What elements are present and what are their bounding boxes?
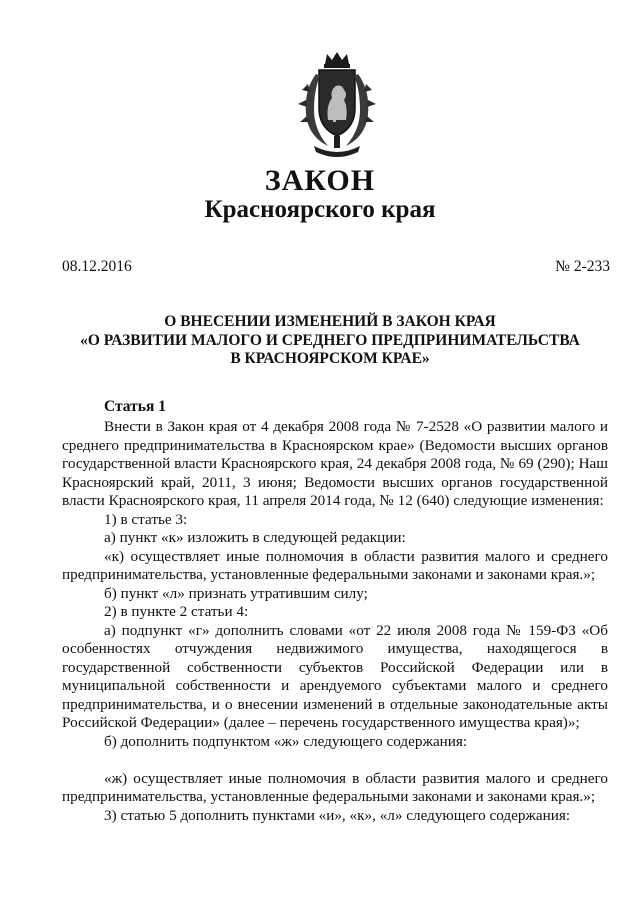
article-body bbox=[62, 418, 608, 825]
paragraph: а) подпункт «г» дополнить словами «от 22 июля 2008 года № 159-ФЗ «Об особенностях отчуждения недвижимого имущества, находящегося в государственной собственности субъектов Российской Федерации или в муниципальной собственности и арендуемого субъектами малого и среднего предпринимательства, и о внесении изменений в отдельные законодательные акты Российской Федерации» (далее – перечень государственного имущества края)»; bbox=[62, 621, 608, 731]
paragraph: а) пункт «к» изложить в следующей редакции: bbox=[104, 529, 406, 546]
heading-line: «О РАЗВИТИИ МАЛОГО И СРЕДНЕГО ПРЕДПРИНИМАТЕЛЬСТВА bbox=[80, 331, 580, 349]
article-title: Статья 1 bbox=[104, 398, 166, 415]
heading-line: В КРАСНОЯРСКОМ КРАЕ» bbox=[230, 350, 430, 367]
paragraph: 2) в пункте 2 статьи 4: bbox=[104, 603, 249, 620]
law-date: 08.12.2016 bbox=[62, 258, 132, 275]
paragraph: б) дополнить подпунктом «ж» следующего содержания: bbox=[104, 732, 468, 750]
paragraph: «к) осуществляет иные полномочия в области развития малого и среднего предпринимательства, установленные федеральными законами и законами края.»; bbox=[62, 547, 608, 583]
paragraph: 3) статью 5 дополнить пунктами «и», «к», «л» следующего содержания: bbox=[104, 806, 571, 824]
paragraph-gap bbox=[62, 751, 608, 770]
paragraph: Внести в Закон края от 4 декабря 2008 года № 7-2528 «О развитии малого и среднего предпринимательства в Красноярском крае» (Ведомости высших органов государственной власти Красноярского края, 24 декабря 2008 года, № 69 (290); Наш Красноярский край, 2011, 3 июня; Ведомости высших органов государственной власти Красноярского края, 11 апреля 2014 года, № 12 (640) следующие изменения: bbox=[62, 418, 608, 509]
paragraph: 1) в статье 3: bbox=[104, 510, 188, 528]
krasnoyarsk-coat-of-arms-icon bbox=[292, 50, 382, 162]
paragraph: б) пункт «л» признать утратившим силу; bbox=[104, 584, 368, 602]
paragraph: «ж) осуществляет иные полномочия в области развития малого и среднего предпринимательства, установленные федеральными законами и законами края.»; bbox=[62, 769, 608, 805]
document-subtitle: Красноярского края bbox=[204, 196, 436, 223]
heading-line: О ВНЕСЕНИИ ИЗМЕНЕНИЙ В ЗАКОН КРАЯ bbox=[164, 313, 496, 330]
document-title: ЗАКОН bbox=[264, 164, 376, 197]
law-number: № 2-233 bbox=[555, 258, 610, 275]
law-heading bbox=[40, 313, 620, 369]
